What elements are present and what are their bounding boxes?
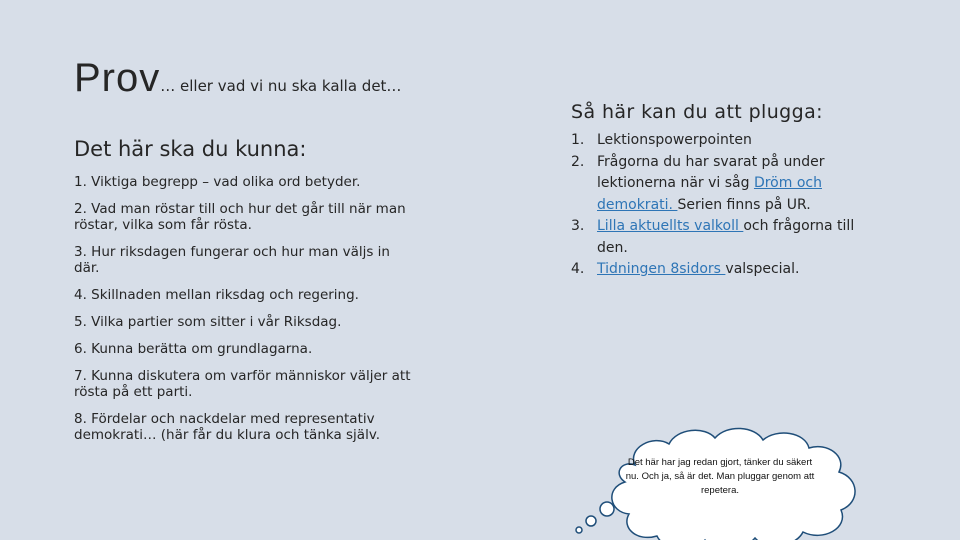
title-subtitle: … eller vad vi nu ska kalla det… bbox=[160, 77, 402, 95]
study-item-text bbox=[597, 152, 871, 217]
right-heading: Så här kan du att plugga: bbox=[571, 101, 823, 123]
study-item-text-post: valspecial. bbox=[725, 261, 800, 277]
skills-item: 4. Skillnaden mellan riksdag och regering. bbox=[74, 287, 359, 303]
study-item-number: 4. bbox=[571, 261, 585, 277]
skills-item: 2. Vad man röstar till och hur det går till när man röstar, vilka som får rösta. bbox=[74, 201, 406, 233]
study-item-text: Lektionspowerpointen bbox=[597, 132, 752, 148]
study-item-text-pre: Frågorna du har svarat på under lektionerna när vi såg bbox=[597, 153, 825, 191]
left-heading: Det här ska du kunna: bbox=[74, 137, 307, 161]
study-list bbox=[571, 130, 871, 281]
study-item-number: 3. bbox=[571, 218, 585, 234]
study-item-text-post: och frågorna till den. bbox=[597, 218, 855, 256]
thought-cloud-text: Det här har jag redan gjort, tänker du säkert nu. Och ja, så är det. Man pluggar genom att repetera. bbox=[625, 457, 815, 496]
tidningen-8sidors-link[interactable]: Tidningen 8sidors bbox=[597, 261, 726, 277]
study-item bbox=[571, 130, 871, 152]
study-item bbox=[571, 216, 871, 259]
skills-item: 6. Kunna berätta om grundlagarna. bbox=[74, 341, 313, 357]
slide-title bbox=[74, 56, 401, 101]
study-item bbox=[571, 152, 871, 217]
skills-item: 8. Fördelar och nackdelar med representativ demokrati… (här får du klura och tänka själv. bbox=[74, 411, 381, 443]
study-item-text bbox=[597, 216, 871, 259]
skills-item: 7. Kunna diskutera om varför människor väljer att rösta på ett parti. bbox=[74, 368, 411, 400]
study-item bbox=[571, 259, 871, 281]
drom-och-demokrati-link[interactable]: Dröm och demokrati. bbox=[597, 175, 822, 213]
study-item-number: 1. bbox=[571, 132, 585, 148]
study-item-text-post: Serien finns på UR. bbox=[677, 196, 811, 213]
skills-item: 5. Vilka partier som sitter i vår Riksdag. bbox=[74, 314, 342, 330]
study-item-text bbox=[597, 259, 871, 281]
study-item-number: 2. bbox=[571, 153, 585, 170]
skills-item: 3. Hur riksdagen fungerar och hur man väljs in där. bbox=[74, 244, 390, 276]
lilla-aktuellts-valkoll-link[interactable]: Lilla aktuellts valkoll bbox=[597, 218, 744, 234]
title-main: Prov bbox=[74, 56, 161, 100]
skills-item: 1. Viktiga begrepp – vad olika ord betyder. bbox=[74, 174, 361, 190]
skills-list bbox=[74, 174, 414, 454]
